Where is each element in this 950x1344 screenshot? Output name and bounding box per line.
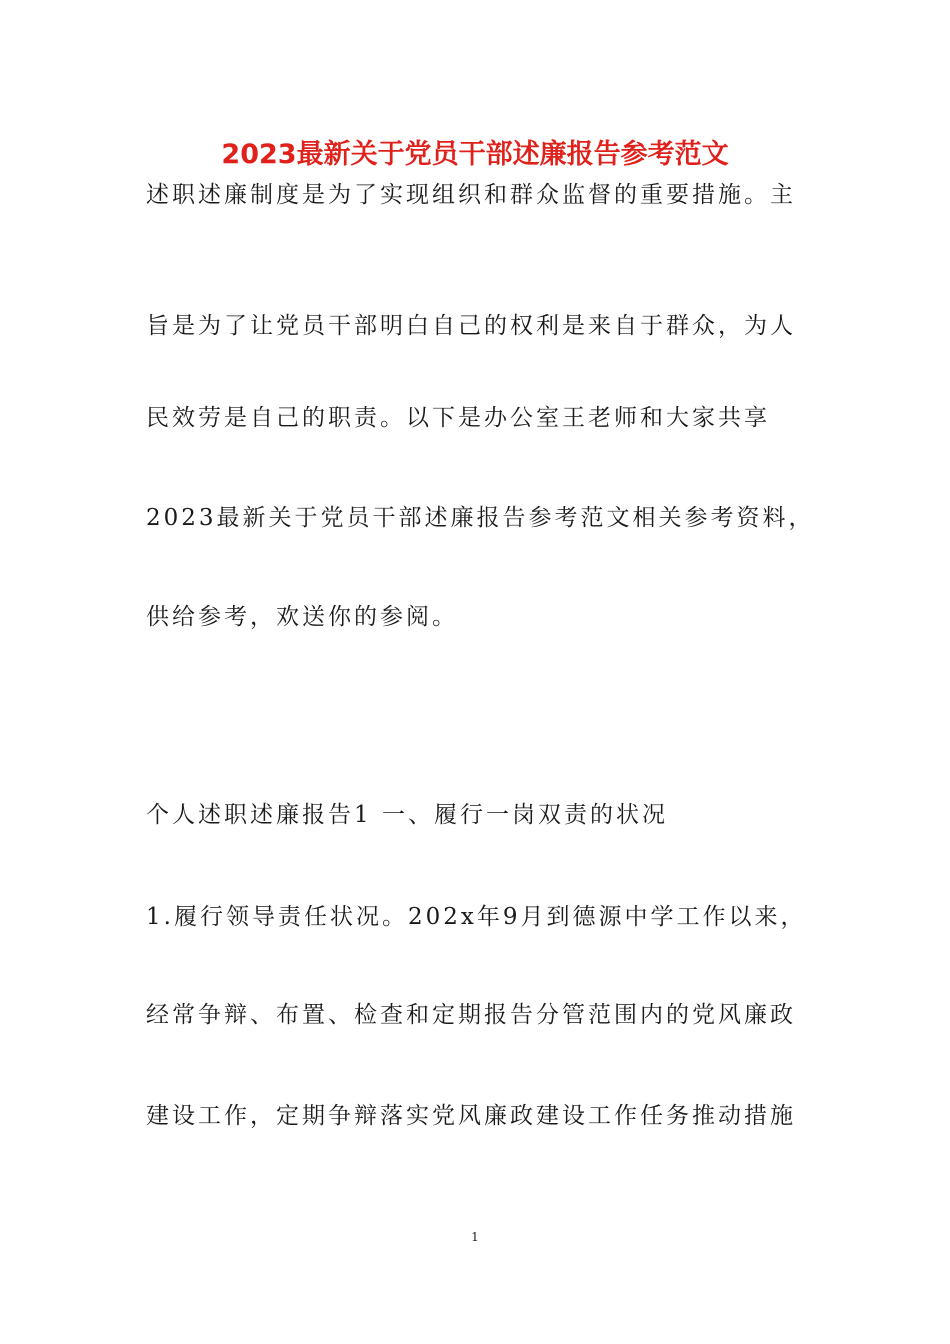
paragraph-line: 述职述廉制度是为了实现组织和群众监督的重要措施。主 [146,182,796,208]
paragraph-line: 旨是为了让党员干部明白自己的权利是来自于群众，为人 [146,313,796,339]
paragraph-line: 1.履行领导责任状况。202x年9月到德源中学工作以来， [146,904,807,930]
paragraph-line: 建设工作，定期争辩落实党风廉政建设工作任务推动措施 [146,1103,796,1129]
page-number: 1 [471,1230,479,1244]
paragraph-line: 供给参考，欢送你的参阅。 [146,604,458,630]
document-title: 2023最新关于党员干部述廉报告参考范文 [221,139,729,170]
paragraph-line: 2023最新关于党员干部述廉报告参考范文相关参考资料， [146,505,815,531]
paragraph-line: 经常争辩、布置、检查和定期报告分管范围内的党风廉政 [146,1002,796,1028]
section-heading-line: 个人述职述廉报告1 一、履行一岗双责的状况 [146,802,668,828]
paragraph-line: 民效劳是自己的职责。以下是办公室王老师和大家共享 [146,405,770,431]
